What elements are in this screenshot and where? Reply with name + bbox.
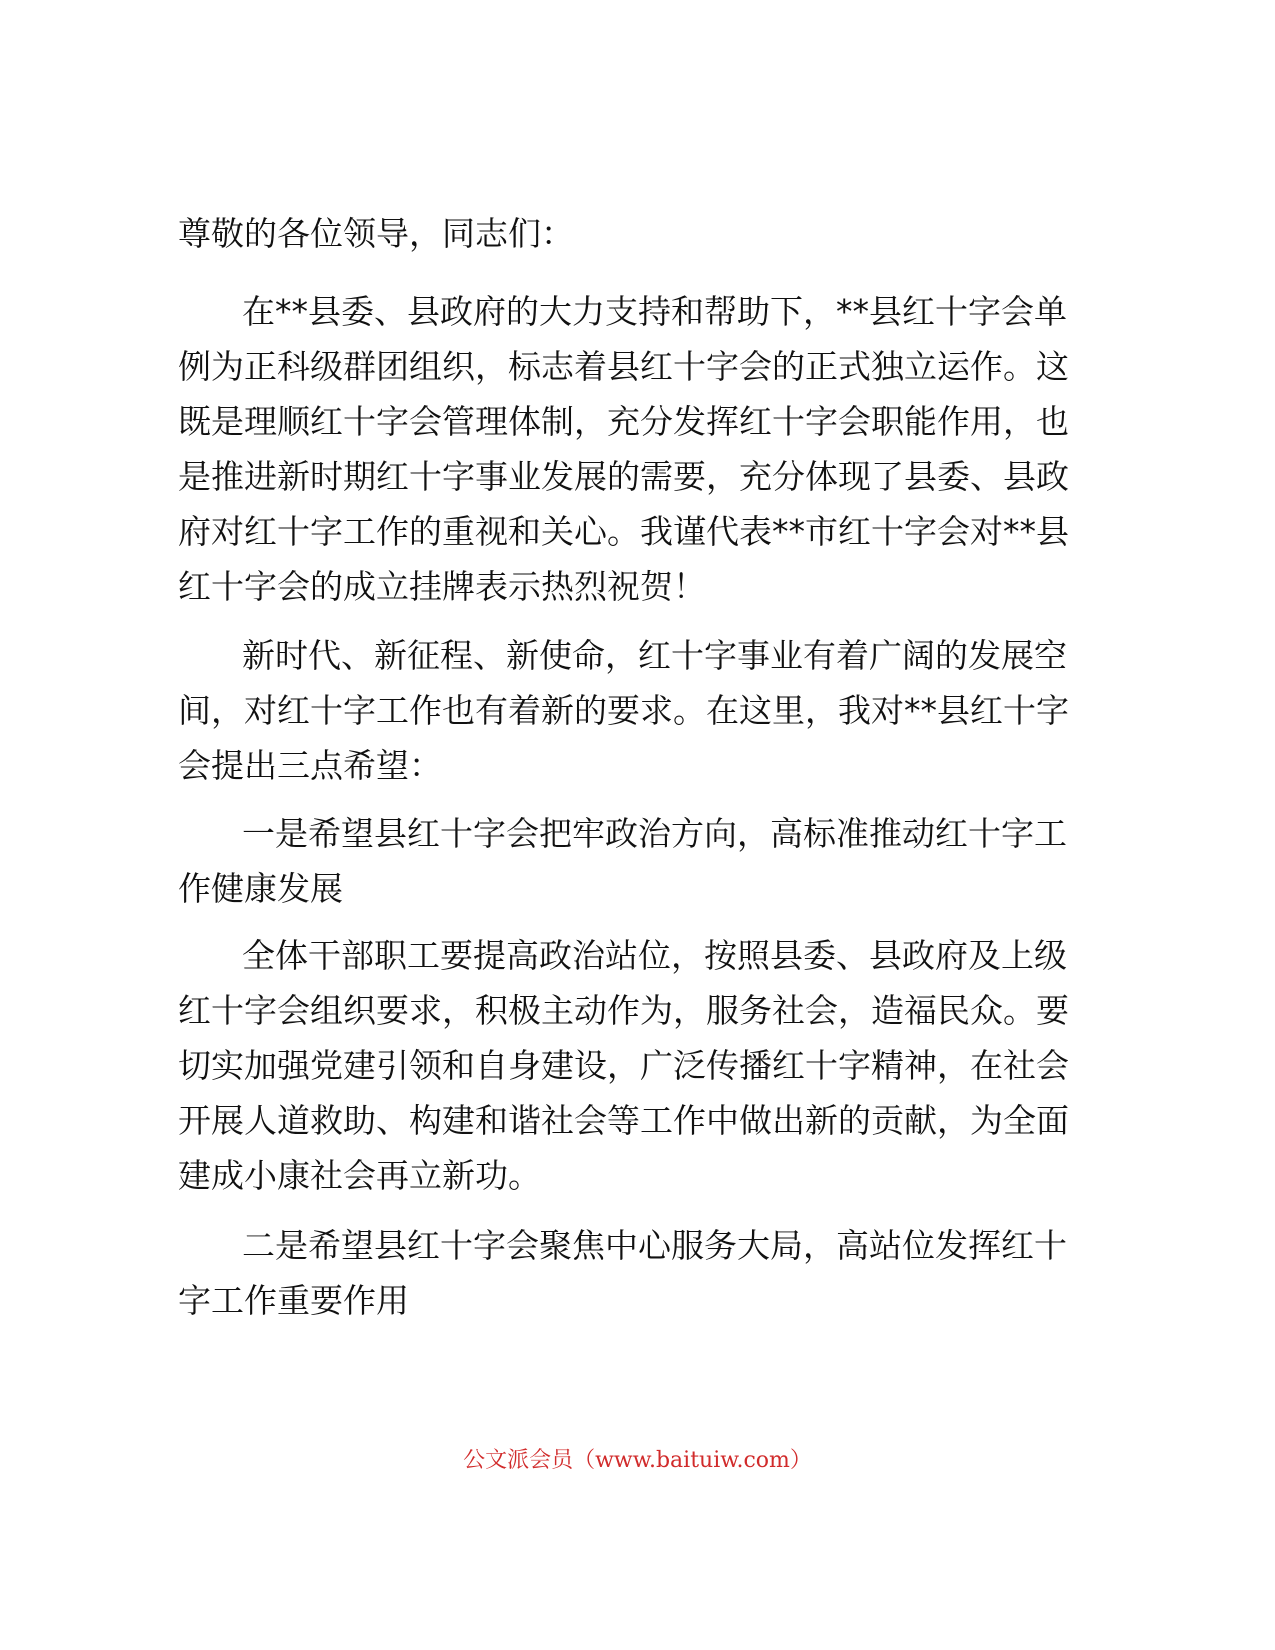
paragraph-4-line-5: 建成小康社会再立新功。 bbox=[178, 1156, 541, 1195]
paragraph-1-line-1: 在**县委、县政府的大力支持和帮助下，**县红十字会单 bbox=[242, 292, 1067, 331]
paragraph-1-line-4: 是推进新时期红十字事业发展的需要，充分体现了县委、县政 bbox=[178, 457, 1069, 496]
paragraph-2-line-1: 新时代、新征程、新使命，红十字事业有着广阔的发展空 bbox=[242, 636, 1067, 675]
paragraph-3-line-2: 作健康发展 bbox=[178, 869, 343, 908]
paragraph-4-line-2: 红十字会组织要求，积极主动作为，服务社会，造福民众。要 bbox=[178, 991, 1069, 1030]
paragraph-4-line-4: 开展人道救助、构建和谐社会等工作中做出新的贡献，为全面 bbox=[178, 1101, 1069, 1140]
paragraph-1-line-5: 府对红十字工作的重视和关心。我谨代表**市红十字会对**县 bbox=[178, 512, 1069, 551]
paragraph-5-line-2: 字工作重要作用 bbox=[178, 1281, 409, 1320]
paragraph-5-line-1: 二是希望县红十字会聚焦中心服务大局，高站位发挥红十 bbox=[242, 1226, 1067, 1265]
paragraph-2-line-3: 会提出三点希望： bbox=[178, 746, 442, 785]
paragraph-2-line-2: 间，对红十字工作也有着新的要求。在这里，我对**县红十字 bbox=[178, 691, 1069, 730]
footer-watermark-text: 公文派会员（www.baituiw.com） bbox=[463, 1448, 812, 1473]
paragraph-1-line-2: 例为正科级群团组织，标志着县红十字会的正式独立运作。这 bbox=[178, 347, 1069, 386]
paragraph-4-line-3: 切实加强党建引领和自身建设，广泛传播红十字精神，在社会 bbox=[178, 1046, 1069, 1085]
paragraph-3-line-1: 一是希望县红十字会把牢政治方向，高标准推动红十字工 bbox=[242, 814, 1067, 853]
paragraph-1-line-6: 红十字会的成立挂牌表示热烈祝贺！ bbox=[178, 567, 706, 606]
paragraph-4-line-1: 全体干部职工要提高政治站位，按照县委、县政府及上级 bbox=[242, 936, 1067, 975]
paragraph-1-line-3: 既是理顺红十字会管理体制，充分发挥红十字会职能作用，也 bbox=[178, 402, 1069, 441]
salutation: 尊敬的各位领导，同志们： bbox=[178, 214, 574, 253]
